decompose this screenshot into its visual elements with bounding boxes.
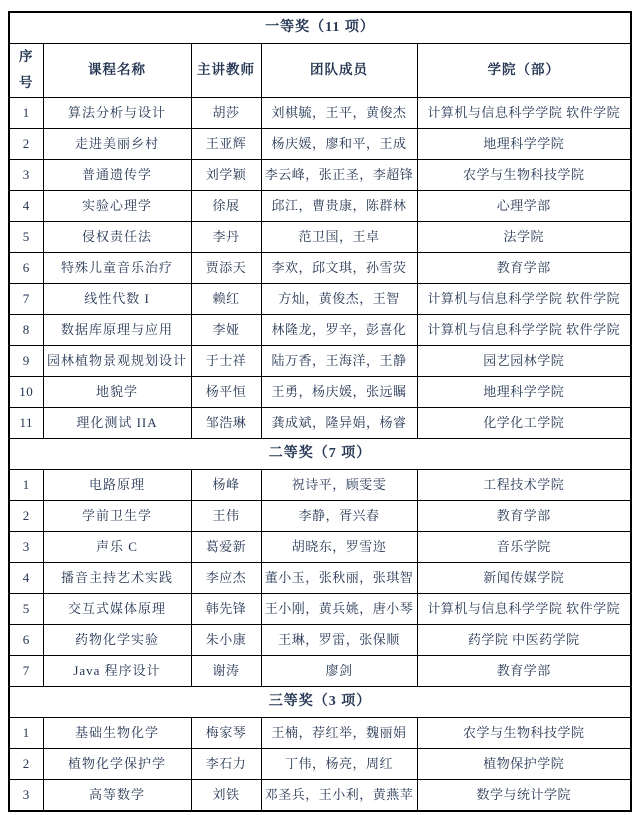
row-number-cell: 7	[9, 655, 43, 686]
college-cell: 工程技术学院	[417, 469, 631, 500]
teacher-cell: 于士祥	[191, 345, 261, 376]
column-header-number: 序号	[9, 44, 43, 98]
table-row	[9, 97, 631, 128]
award-table	[8, 11, 632, 812]
course-cell: 交互式媒体原理	[43, 593, 191, 624]
team-cell: 李欢，邱文琪，孙雪荧	[261, 252, 417, 283]
table-row	[9, 779, 631, 811]
team-cell: 方灿，黄俊杰，王智	[261, 283, 417, 314]
college-cell: 农学与生物科技学院	[417, 717, 631, 748]
team-cell: 范卫国，王卓	[261, 221, 417, 252]
course-cell: 算法分析与设计	[43, 97, 191, 128]
college-cell: 新闻传媒学院	[417, 562, 631, 593]
team-cell: 杨庆媛，廖和平，王成	[261, 128, 417, 159]
course-cell: 地貌学	[43, 376, 191, 407]
college-cell: 地理科学学院	[417, 376, 631, 407]
teacher-cell: 胡莎	[191, 97, 261, 128]
team-cell: 龚成斌，隆异娟，杨睿	[261, 407, 417, 438]
teacher-cell: 李应杰	[191, 562, 261, 593]
table-row	[9, 221, 631, 252]
college-cell: 教育学部	[417, 655, 631, 686]
table-row	[9, 407, 631, 438]
teacher-cell: 贾添天	[191, 252, 261, 283]
row-number-cell: 4	[9, 562, 43, 593]
teacher-cell: 李娅	[191, 314, 261, 345]
team-cell: 邱江，曹贵康，陈群林	[261, 190, 417, 221]
table-row	[9, 500, 631, 531]
course-cell: 电路原理	[43, 469, 191, 500]
teacher-cell: 刘铁	[191, 779, 261, 811]
teacher-cell: 王亚辉	[191, 128, 261, 159]
teacher-cell: 葛爱新	[191, 531, 261, 562]
team-cell: 林隆龙，罗辛，彭喜化	[261, 314, 417, 345]
teacher-cell: 李石力	[191, 748, 261, 779]
college-cell: 计算机与信息科学学院 软件学院	[417, 593, 631, 624]
team-cell: 祝诗平，顾雯雯	[261, 469, 417, 500]
table-row	[9, 159, 631, 190]
row-number-cell: 2	[9, 748, 43, 779]
row-number-cell: 10	[9, 376, 43, 407]
row-number-cell: 5	[9, 593, 43, 624]
course-cell: 基础生物化学	[43, 717, 191, 748]
team-cell: 胡晓东，罗雪迩	[261, 531, 417, 562]
table-row	[9, 624, 631, 655]
row-number-cell: 1	[9, 97, 43, 128]
course-cell: 线性代数 I	[43, 283, 191, 314]
team-cell: 丁伟，杨亮，周红	[261, 748, 417, 779]
table-row	[9, 593, 631, 624]
course-cell: 侵权责任法	[43, 221, 191, 252]
teacher-cell: 杨峰	[191, 469, 261, 500]
row-number-cell: 5	[9, 221, 43, 252]
course-cell: 学前卫生学	[43, 500, 191, 531]
college-cell: 计算机与信息科学学院 软件学院	[417, 314, 631, 345]
teacher-cell: 邹浩琳	[191, 407, 261, 438]
course-cell: 特殊儿童音乐治疗	[43, 252, 191, 283]
row-number-cell: 1	[9, 469, 43, 500]
teacher-cell: 李丹	[191, 221, 261, 252]
row-number-cell: 3	[9, 779, 43, 811]
college-cell: 化学化工学院	[417, 407, 631, 438]
college-cell: 园艺园林学院	[417, 345, 631, 376]
course-cell: 走进美丽乡村	[43, 128, 191, 159]
teacher-cell: 韩先锋	[191, 593, 261, 624]
row-number-cell: 11	[9, 407, 43, 438]
table-row	[9, 128, 631, 159]
column-header-college: 学院（部）	[417, 44, 631, 98]
teacher-cell: 梅家琴	[191, 717, 261, 748]
college-cell: 心理学部	[417, 190, 631, 221]
teacher-cell: 赖红	[191, 283, 261, 314]
row-number-cell: 2	[9, 500, 43, 531]
section-title: 一等奖（11 项）	[9, 12, 631, 44]
teacher-cell: 王伟	[191, 500, 261, 531]
teacher-cell: 谢涛	[191, 655, 261, 686]
table-row	[9, 655, 631, 686]
course-cell: 药物化学实验	[43, 624, 191, 655]
course-cell: 园林植物景观规划设计	[43, 345, 191, 376]
college-cell: 教育学部	[417, 500, 631, 531]
section-title: 三等奖（3 项）	[9, 686, 631, 717]
course-cell: 高等数学	[43, 779, 191, 811]
college-cell: 药学院 中医药学院	[417, 624, 631, 655]
team-cell: 王小刚，黄兵姚，唐小琴	[261, 593, 417, 624]
column-header-course: 课程名称	[43, 44, 191, 98]
college-cell: 植物保护学院	[417, 748, 631, 779]
team-cell: 陆万香，王海洋，王静	[261, 345, 417, 376]
course-cell: 实验心理学	[43, 190, 191, 221]
college-cell: 教育学部	[417, 252, 631, 283]
row-number-cell: 3	[9, 159, 43, 190]
row-number-cell: 7	[9, 283, 43, 314]
course-cell: 植物化学保护学	[43, 748, 191, 779]
course-cell: 声乐 C	[43, 531, 191, 562]
award-table-body	[9, 12, 631, 811]
table-row	[9, 469, 631, 500]
table-row	[9, 252, 631, 283]
section-title: 二等奖（7 项）	[9, 438, 631, 469]
college-cell: 计算机与信息科学学院 软件学院	[417, 283, 631, 314]
table-row	[9, 376, 631, 407]
row-number-cell: 6	[9, 252, 43, 283]
team-cell: 李静，胥兴春	[261, 500, 417, 531]
column-header-team: 团队成员	[261, 44, 417, 98]
row-number-cell: 8	[9, 314, 43, 345]
college-cell: 地理科学学院	[417, 128, 631, 159]
team-cell: 李云峰，张正圣，李超锋	[261, 159, 417, 190]
course-cell: 播音主持艺术实践	[43, 562, 191, 593]
team-cell: 刘棋毓，王平，黄俊杰	[261, 97, 417, 128]
team-cell: 王琳，罗雷，张保顺	[261, 624, 417, 655]
row-number-cell: 3	[9, 531, 43, 562]
table-row	[9, 314, 631, 345]
table-row	[9, 345, 631, 376]
teacher-cell: 徐展	[191, 190, 261, 221]
team-cell: 王楠，荐红举，魏丽娟	[261, 717, 417, 748]
course-cell: 理化测试 IIA	[43, 407, 191, 438]
college-cell: 计算机与信息科学学院 软件学院	[417, 97, 631, 128]
column-header-teacher: 主讲教师	[191, 44, 261, 98]
course-cell: Java 程序设计	[43, 655, 191, 686]
table-row	[9, 283, 631, 314]
course-cell: 数据库原理与应用	[43, 314, 191, 345]
college-cell: 法学院	[417, 221, 631, 252]
team-cell: 王勇，杨庆媛，张远瞩	[261, 376, 417, 407]
row-number-cell: 2	[9, 128, 43, 159]
college-cell: 农学与生物科技学院	[417, 159, 631, 190]
table-row	[9, 717, 631, 748]
college-cell: 音乐学院	[417, 531, 631, 562]
row-number-cell: 4	[9, 190, 43, 221]
table-row	[9, 190, 631, 221]
team-cell: 董小玉，张秋丽，张琪智	[261, 562, 417, 593]
teacher-cell: 杨平恒	[191, 376, 261, 407]
teacher-cell: 朱小康	[191, 624, 261, 655]
row-number-cell: 9	[9, 345, 43, 376]
row-number-cell: 1	[9, 717, 43, 748]
college-cell: 数学与统计学院	[417, 779, 631, 811]
course-cell: 普通遗传学	[43, 159, 191, 190]
team-cell: 邓圣兵，王小利，黄燕苹	[261, 779, 417, 811]
row-number-cell: 6	[9, 624, 43, 655]
team-cell: 廖剑	[261, 655, 417, 686]
table-row	[9, 748, 631, 779]
table-row	[9, 562, 631, 593]
table-row	[9, 531, 631, 562]
teacher-cell: 刘学颖	[191, 159, 261, 190]
